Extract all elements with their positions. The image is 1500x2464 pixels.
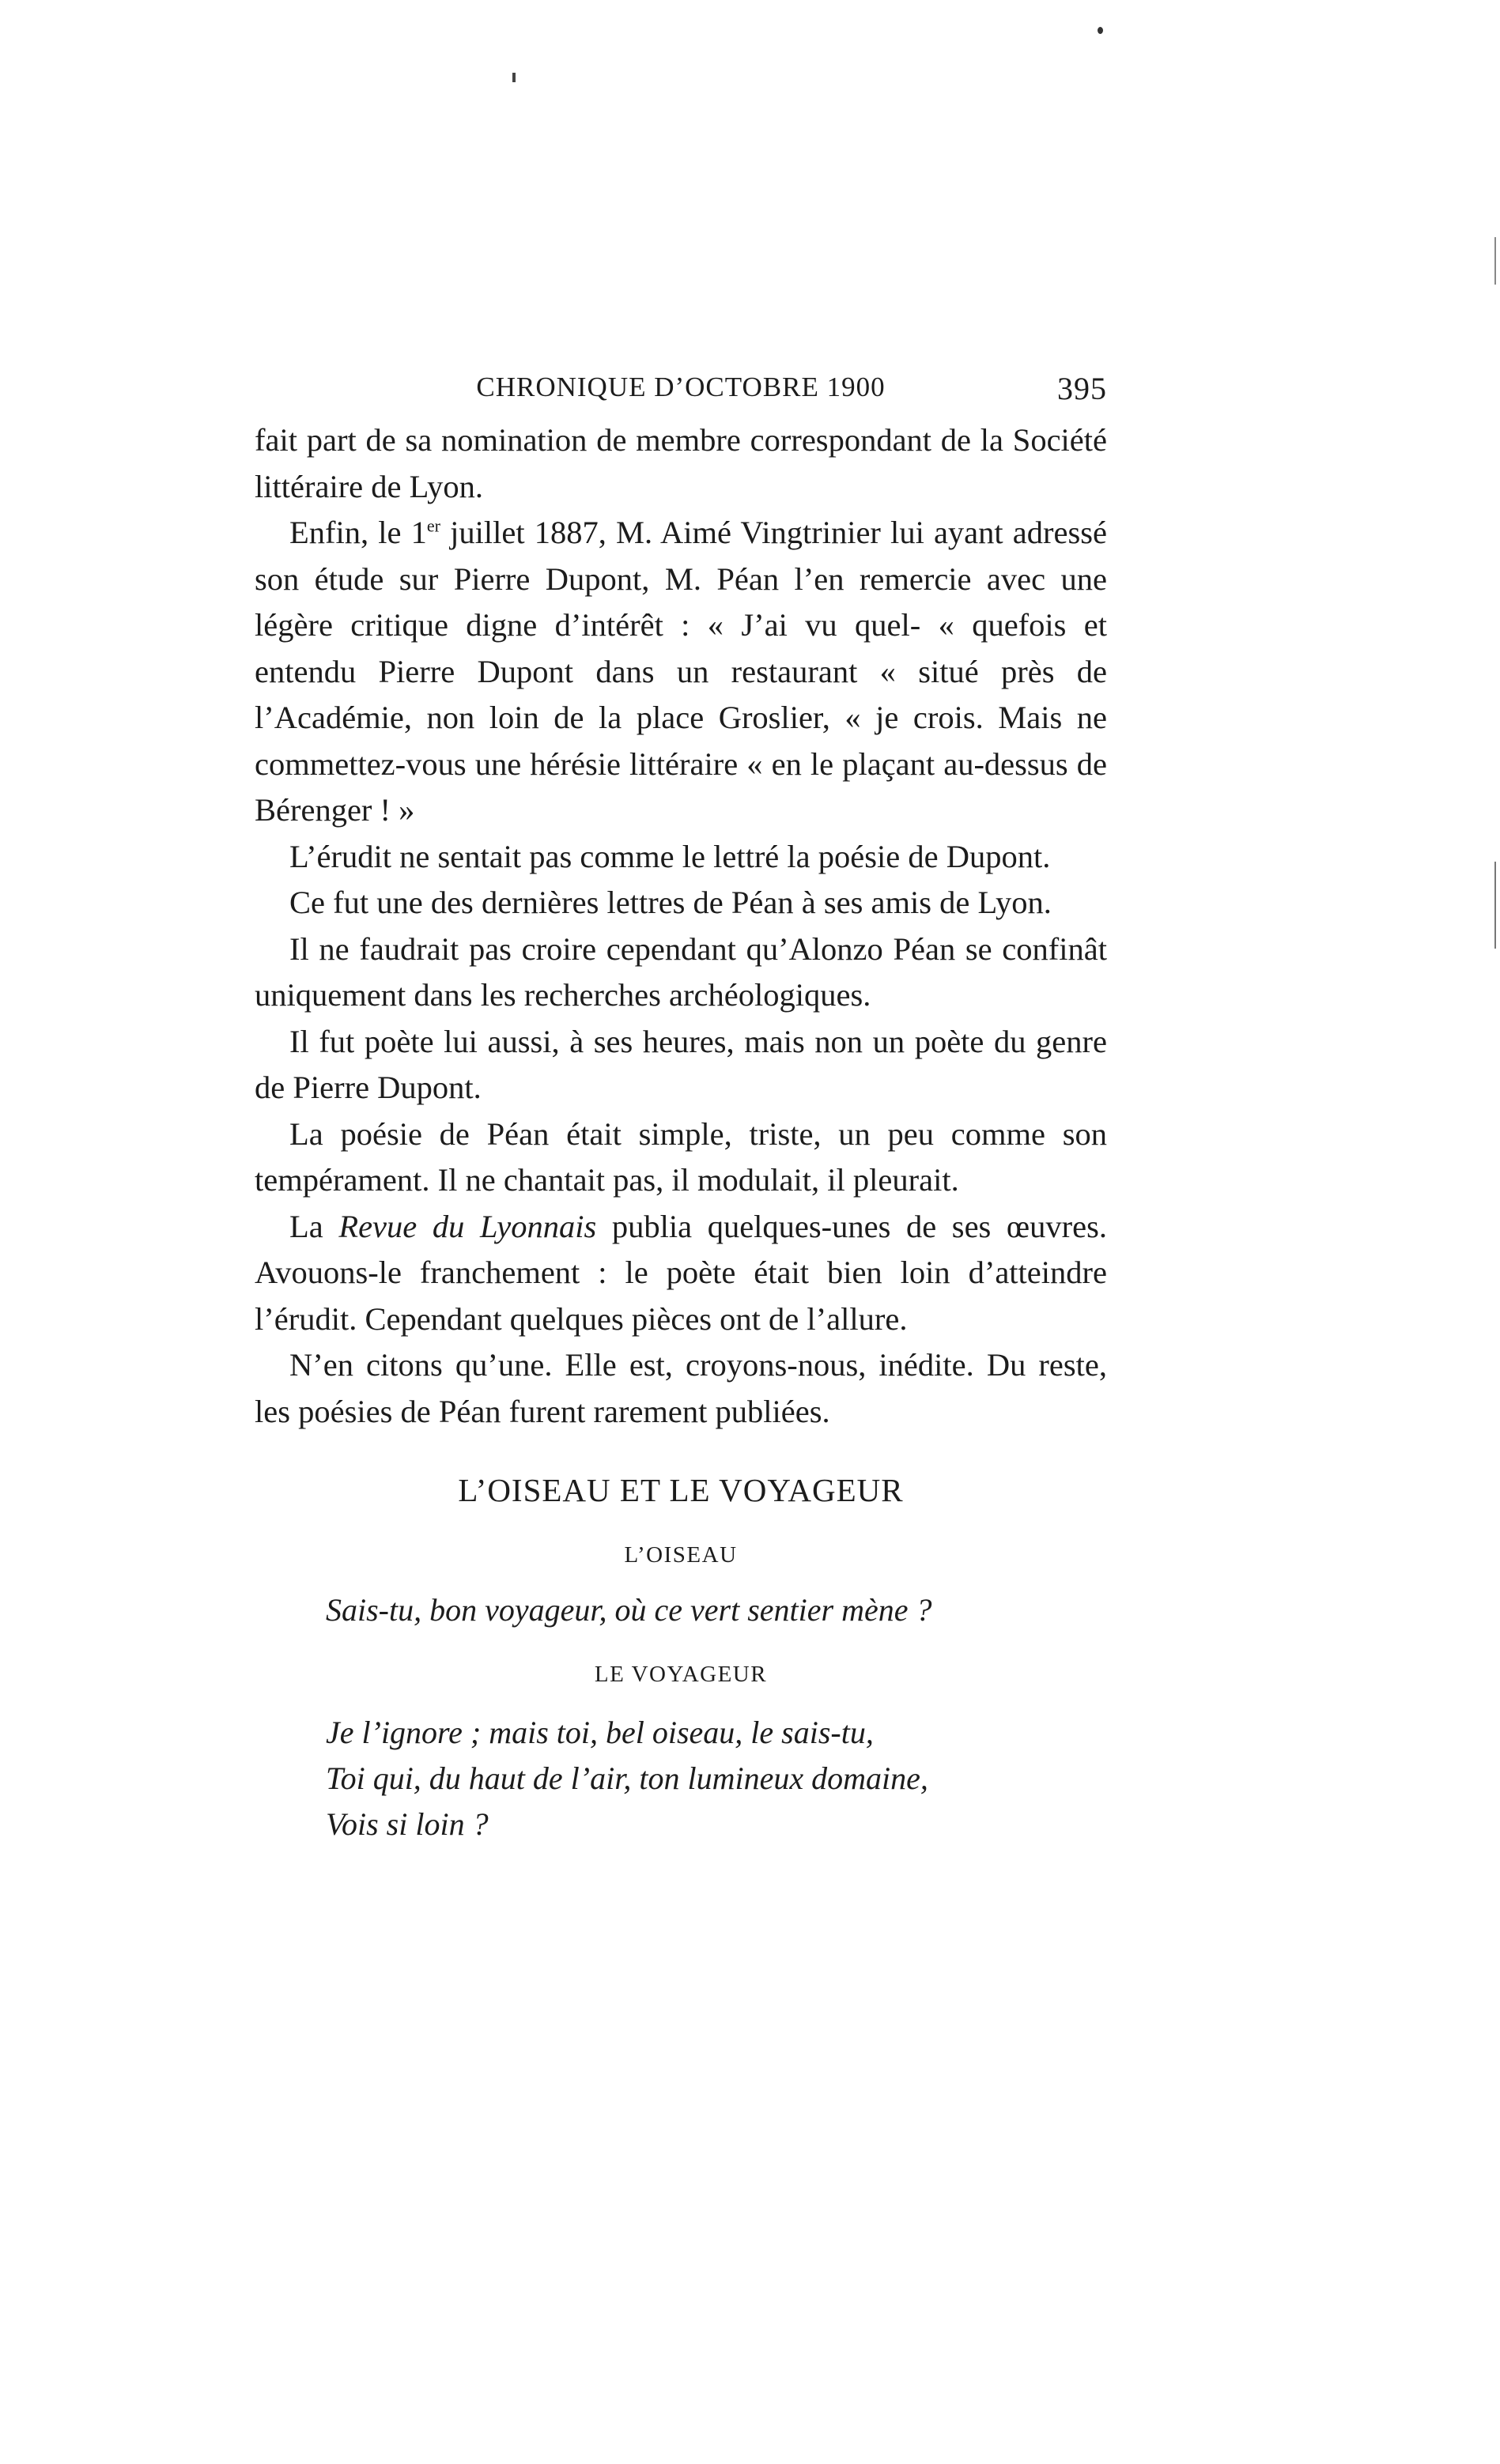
- paragraph: La poésie de Péan était simple, triste, un peu comme son tempérament. Il ne chantait pas, il modulait, il pleurait.: [255, 1115, 1107, 1198]
- paragraph: N’en citons qu’une. Elle est, croyons-nous, inédite. Du reste, les poésies de Péan furent rarement publiées.: [255, 1347, 1107, 1429]
- speaker-label: LE VOYAGEUR: [594, 1662, 768, 1687]
- paragraph-text: La: [289, 1208, 339, 1244]
- paragraph-text: Enfin, le 1: [289, 515, 427, 550]
- book-page: [255, 372, 1107, 1847]
- scan-mark: [512, 73, 516, 82]
- journal-title: Revue du Lyonnais: [338, 1208, 597, 1244]
- page-number: 395: [1057, 371, 1107, 406]
- verse-line: Vois si loin ?: [326, 1806, 489, 1842]
- paragraph: Ce fut une des dernières lettres de Péan à ses amis de Lyon.: [289, 885, 1052, 920]
- verse-line: Je l’ignore ; mais toi, bel oiseau, le sais-tu,: [326, 1715, 874, 1750]
- verse-line: Sais-tu, bon voyageur, où ce vert sentier mène ?: [326, 1592, 932, 1628]
- scan-mark: [1098, 27, 1103, 34]
- running-title: CHRONIQUE D’OCTOBRE 1900: [476, 372, 886, 402]
- scan-mark: [1494, 862, 1496, 949]
- paragraph: Il ne faudrait pas croire cependant qu’Alonzo Péan se confinât uniquement dans les recherches archéologiques.: [255, 930, 1107, 1013]
- scan-mark: [1494, 237, 1496, 285]
- poem-title: L’OISEAU ET LE VOYAGEUR: [458, 1472, 904, 1508]
- paragraph: Il fut poète lui aussi, à ses heures, mais non un poète du genre de Pierre Dupont.: [255, 1023, 1107, 1105]
- verse-line: Toi qui, du haut de l’air, ton lumineux domaine,: [326, 1760, 928, 1796]
- speaker-label: L’OISEAU: [624, 1542, 738, 1568]
- paragraph-text: publia quelques-unes de ses œuvres. Avouons-le franchement : le poète était bien loin d’atteindre l’érudit. Cependant quelques pièces ont de l’allure.: [255, 1208, 1108, 1337]
- superscript: er: [426, 515, 440, 536]
- verse-block: [255, 1587, 1107, 1633]
- paragraph: fait part de sa nomination de membre correspondant de la Société littéraire de Lyon.: [255, 422, 1107, 504]
- paragraph: L’érudit ne sentait pas comme le lettré la poésie de Dupont.: [289, 838, 1051, 874]
- running-header: [255, 372, 1107, 417]
- paragraph: [255, 510, 1107, 834]
- body-text: [255, 417, 1107, 1435]
- verse-block: [255, 1710, 1107, 1847]
- paragraph-text: juillet 1887, M. Aimé Vingtrinier lui ayant adressé son étude sur Pierre Dupont, M. Péan l’en remercie avec une légère critique digne d’intérêt : « J’ai vu quel- « quefois et entendu Pierre Dupont dans un restaurant « situé près de l’Académie, non loin de la place Groslier, « je crois. Mais ne commettez-vous une hérésie littéraire « en le plaçant au-dessus de Bérenger ! »: [255, 515, 1107, 828]
- paragraph: [255, 1204, 1107, 1343]
